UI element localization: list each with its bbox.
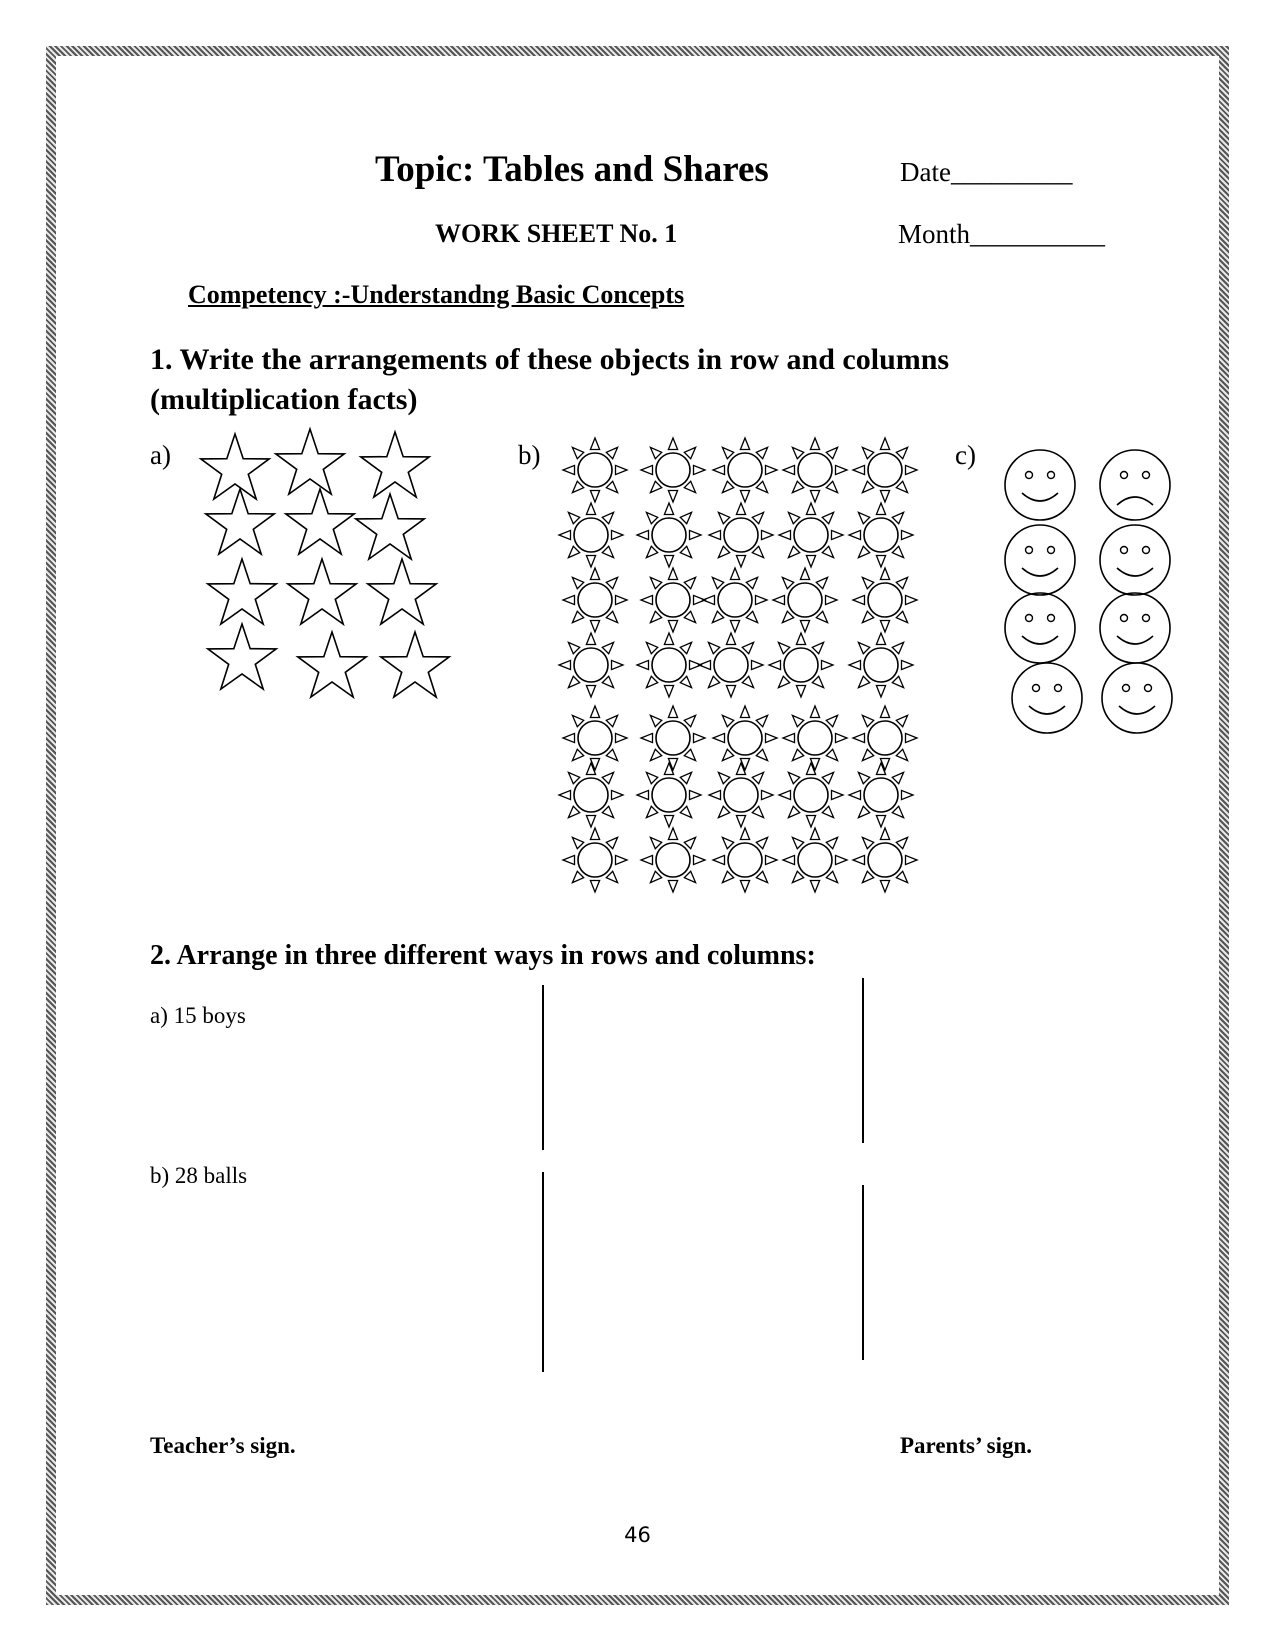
sun-icon <box>853 706 917 770</box>
smiley-face-icon <box>1012 663 1082 733</box>
sun-icon <box>783 828 847 892</box>
part-b-label: b) <box>518 440 541 470</box>
divider-line <box>862 978 864 1143</box>
sun-icon <box>713 828 777 892</box>
question-1: 1. Write the arrangements of these objects in row and columns (multiplication facts) <box>150 343 950 416</box>
sun-icon <box>849 633 913 697</box>
sun-icon <box>559 503 623 567</box>
sun-icon <box>713 438 777 502</box>
star-icon <box>288 559 356 624</box>
sun-icon <box>779 503 843 567</box>
part-c-label: c) <box>955 440 976 470</box>
smiley-face-icon <box>1102 663 1172 733</box>
sun-icon <box>853 568 917 632</box>
sun-icon <box>637 633 701 697</box>
sad-face-icon <box>1100 450 1170 520</box>
item-15-boys: a) 15 boys <box>150 1003 246 1028</box>
page-number: 46 <box>624 1523 651 1547</box>
suns-group <box>560 430 940 920</box>
star-icon <box>381 632 449 697</box>
sun-icon <box>637 763 701 827</box>
star-icon <box>206 489 274 554</box>
part-a-label: a) <box>150 440 171 470</box>
parents-signature: Parents’ sign. <box>900 1433 1033 1458</box>
sun-icon <box>563 706 627 770</box>
sun-icon <box>703 568 767 632</box>
question-2: 2. Arrange in three different ways in rows and columns: <box>150 940 816 971</box>
sun-icon <box>849 503 913 567</box>
divider-line <box>542 985 544 1150</box>
star-icon <box>208 559 276 624</box>
smiley-face-icon <box>1005 450 1075 520</box>
sun-icon <box>709 503 773 567</box>
sun-icon <box>637 503 701 567</box>
month-field: Month__________ <box>898 219 1106 249</box>
sun-icon <box>641 828 705 892</box>
smiley-face-icon <box>1005 525 1075 595</box>
sun-icon <box>779 763 843 827</box>
worksheet-title: Topic: Tables and Shares <box>375 149 769 190</box>
sun-icon <box>699 633 763 697</box>
star-icon <box>298 632 366 697</box>
sun-icon <box>563 828 627 892</box>
smileys-group <box>1005 450 1205 750</box>
sun-icon <box>559 763 623 827</box>
sun-icon <box>563 438 627 502</box>
item-28-balls: b) 28 balls <box>150 1163 248 1188</box>
sun-icon <box>641 438 705 502</box>
sun-icon <box>709 763 773 827</box>
sun-icon <box>853 438 917 502</box>
sun-icon <box>559 633 623 697</box>
smiley-face-icon <box>1100 593 1170 663</box>
sun-icon <box>641 568 705 632</box>
sun-icon <box>849 763 913 827</box>
star-icon <box>368 559 436 624</box>
star-icon <box>208 624 276 689</box>
star-icon <box>356 494 424 559</box>
sun-icon <box>853 828 917 892</box>
star-icon <box>286 489 354 554</box>
divider-line <box>542 1172 544 1372</box>
smiley-face-icon <box>1100 525 1170 595</box>
sun-icon <box>563 568 627 632</box>
sun-icon <box>713 706 777 770</box>
sun-icon <box>783 438 847 502</box>
sun-icon <box>783 706 847 770</box>
star-icon <box>361 432 429 497</box>
star-icon <box>201 434 269 499</box>
smiley-face-icon <box>1005 593 1075 663</box>
date-field: Date_________ <box>900 157 1073 187</box>
teacher-signature: Teacher’s sign. <box>150 1433 296 1458</box>
sun-icon <box>641 706 705 770</box>
competency-heading: Competency :-Understandng Basic Concepts <box>188 280 685 309</box>
worksheet-number: WORK SHEET No. 1 <box>435 219 678 248</box>
stars-group <box>200 440 480 750</box>
divider-line <box>862 1185 864 1360</box>
sun-icon <box>769 633 833 697</box>
sun-icon <box>773 568 837 632</box>
